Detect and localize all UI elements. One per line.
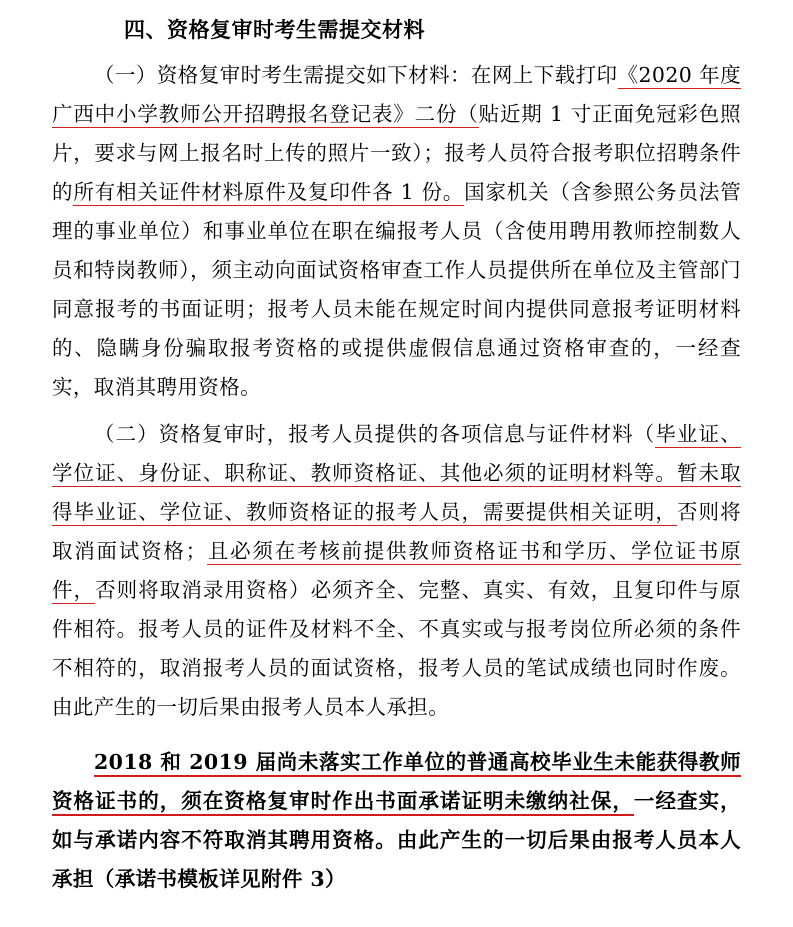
p2-seg-1: 毕业证、学位证、身份证、职称证、教师资格证、其他必须的证明材料等。暂未取得毕业证、学位证、教师资格证的报考人员，需要提供相关证明， [52, 421, 741, 524]
p2-seg-4: 否则将取消录用资格）必须齐全、完整、真实、有效，且复印件与原件相符。报考人员的证件及材料不全、不真实或与报考岗位所必须的条件不相符的，取消报考人员的面试资格，报考人员的笔试成绩也同时作废。由此产生的一切后果由报考人员本人承担。 [52, 577, 741, 719]
paragraph-spacer-2 [52, 729, 741, 743]
p1-seg-4: 国家机关（含参照公务员法管理的事业单位）和事业单位在职在编报考人员（含使用聘用教师控制数人员和特岗教师），须主动向面试资格审查工作人员提供所在单位及主管部门同意报考的书面证明；报考人员未能在规定时间内提供同意报考证明材料的、隐瞒身份骗取报考资格的或提供虚假信息通过资格审查的，一经查实，取消其聘用资格。 [52, 179, 742, 399]
p2-seg-3: 且必须在考核前提供教师资格证书和学历、学位证书原件， [52, 538, 741, 602]
paragraph-two [52, 415, 741, 727]
p2-seg-0: （二）资格复审时，报考人员提供的各项信息与证件材料（ [94, 421, 656, 446]
p3-seg-0: 2018 和 2019 届尚未落实工作单位的普通高校毕业生未能获得教师资格证书的，须在资格复审时作出书面承诺证明未缴纳社保， [52, 750, 741, 816]
p2-seg-2: 否则将取消面试资格； [52, 499, 741, 563]
p1-seg-1: 《2020 年度广西中小学教师公开招聘报名登记表》二份（ [52, 62, 742, 126]
p1-seg-3: 所有相关证件材料原件及复印件各 1 份。 [73, 179, 465, 204]
p1-seg-0: （一）资格复审时考生需提交如下材料：在网上下载打印 [94, 62, 618, 87]
paragraph-one [52, 56, 741, 407]
paragraph-three [52, 743, 741, 899]
p1-seg-2: 贴近期 1 寸正面免冠彩色照片，要求与网上报名时上传的照片一致）；报考人员符合报考职位招聘条件的 [52, 101, 741, 204]
section-heading: 四、资格复审时考生需提交材料 [124, 17, 425, 42]
p3-seg-1: 一经查实，如与承诺内容不符取消其聘用资格。由此产生的一切后果由报考人员本人承担（承诺书模板详见附件 3） [52, 788, 741, 891]
